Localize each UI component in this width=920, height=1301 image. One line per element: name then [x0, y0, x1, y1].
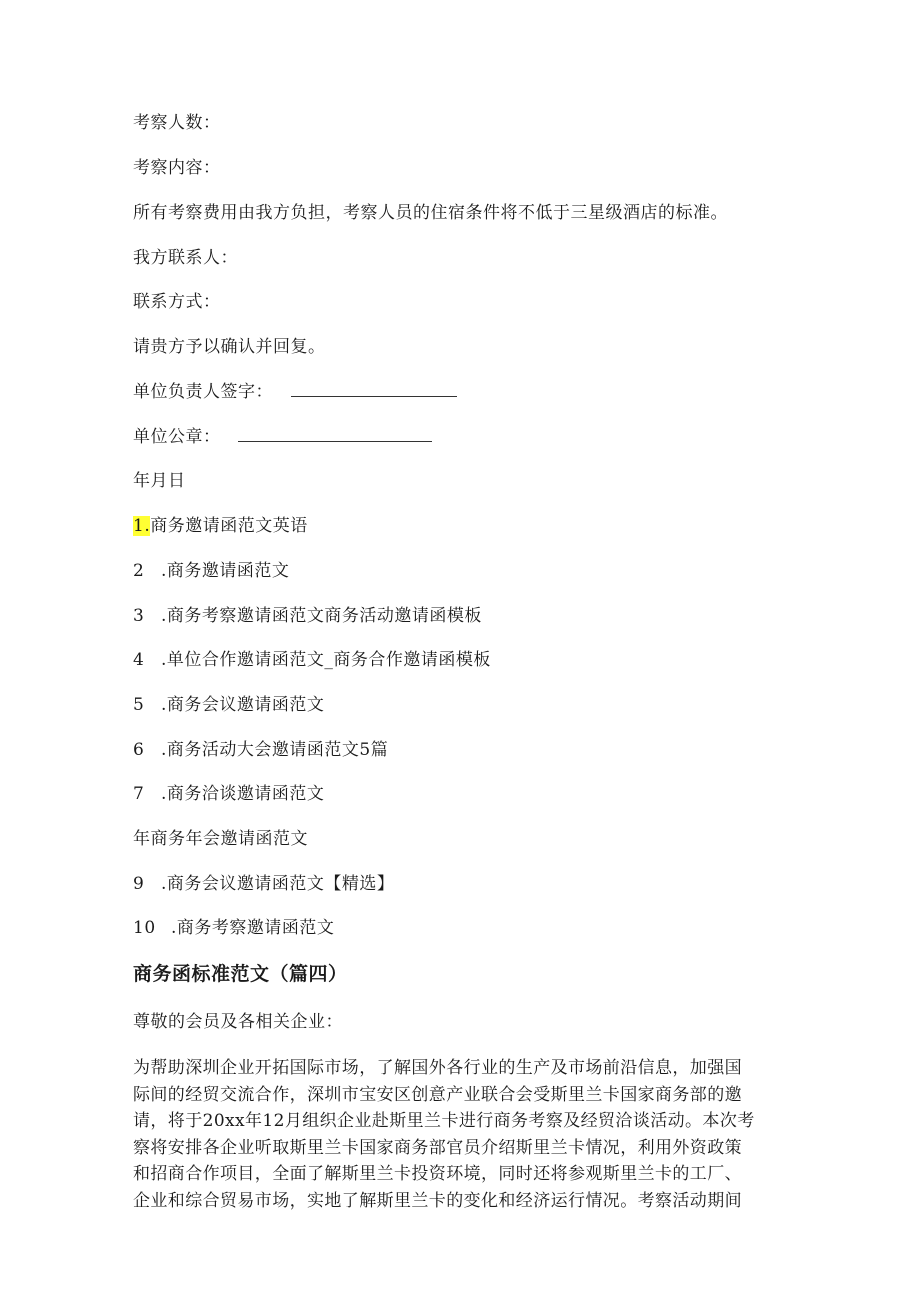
- seal-label: 单位公章：: [133, 427, 221, 447]
- list-item-number: 3: [133, 606, 145, 626]
- list-item-text: 商务邀请函范文英语: [150, 516, 308, 536]
- list-item-text: .商务考察邀请函范文商务活动邀请函模板: [161, 606, 482, 626]
- inspection-content-label: 考察内容：: [133, 158, 221, 178]
- signature-blank-line: [291, 382, 457, 397]
- list-item-number: 6: [133, 740, 145, 760]
- body-line: 和招商合作项目，全面了解斯里兰卡投资环境，同时还将参观斯里兰卡的工厂、: [133, 1164, 742, 1184]
- list-item-text: .商务邀请函范文: [161, 561, 290, 581]
- list-item[interactable]: [133, 560, 289, 582]
- body-paragraph: [133, 1055, 793, 1214]
- our-contact-label: 我方联系人：: [133, 248, 238, 268]
- list-item-text: .单位合作邀请函范文_商务合作邀请函模板: [161, 650, 491, 670]
- body-line: 请，将于20xx年12月组织企业赴斯里兰卡进行商务考察及经贸洽谈活动。本次考: [133, 1111, 755, 1131]
- list-item-number: 10: [133, 918, 156, 938]
- list-item-number: 4: [133, 650, 145, 670]
- list-item[interactable]: [133, 828, 308, 850]
- section-heading: 商务函标准范文（篇四）: [133, 963, 348, 985]
- visitors-count-label: 考察人数：: [133, 113, 221, 133]
- list-item[interactable]: [133, 873, 394, 895]
- signature-row: [133, 381, 457, 403]
- list-item[interactable]: [133, 649, 491, 671]
- body-line: 企业和综合贸易市场，实地了解斯里兰卡的变化和经济运行情况。考察活动期间: [133, 1190, 742, 1211]
- date-line: 年月日: [133, 471, 186, 491]
- list-item-text: .商务洽谈邀请函范文: [161, 784, 325, 804]
- list-item-text: .商务考察邀请函范文: [171, 918, 335, 938]
- list-item-text: .商务活动大会邀请函范文5篇: [161, 740, 389, 760]
- list-item[interactable]: [133, 783, 324, 805]
- list-item-text: 年商务年会邀请函范文: [133, 829, 308, 849]
- list-item-number: 5: [133, 695, 145, 715]
- seal-blank-line: [238, 427, 432, 442]
- confirm-request: 请贵方予以确认并回复。: [133, 337, 326, 357]
- list-item-text: .商务会议邀请函范文: [161, 695, 325, 715]
- list-item-text: .商务会议邀请函范文【精选】: [161, 874, 395, 894]
- contact-method-label: 联系方式：: [133, 292, 221, 312]
- signature-label: 单位负责人签字：: [133, 382, 273, 402]
- list-item-number: 7: [133, 784, 145, 804]
- list-item[interactable]: [133, 605, 482, 627]
- list-item[interactable]: [133, 694, 324, 716]
- expenses-note: 所有考察费用由我方负担，考察人员的住宿条件将不低于三星级酒店的标准。: [133, 203, 728, 223]
- list-item-number: 1.: [133, 516, 151, 536]
- list-item-number: 2: [133, 561, 145, 581]
- body-line: 为帮助深圳企业开拓国际市场，了解国外各行业的生产及市场前沿信息，加强国: [133, 1058, 742, 1078]
- list-item[interactable]: [133, 515, 308, 537]
- body-line: 际间的经贸交流合作，深圳市宝安区创意产业联合会受斯里兰卡国家商务部的邀: [133, 1084, 742, 1105]
- list-item[interactable]: [133, 739, 388, 761]
- seal-row: [133, 426, 432, 448]
- body-line: 察将安排各企业听取斯里兰卡国家商务部官员介绍斯里兰卡情况，利用外资政策: [133, 1137, 742, 1158]
- list-item-number: 9: [133, 874, 145, 894]
- salutation: 尊敬的会员及各相关企业：: [133, 1012, 343, 1032]
- list-item[interactable]: [133, 917, 334, 939]
